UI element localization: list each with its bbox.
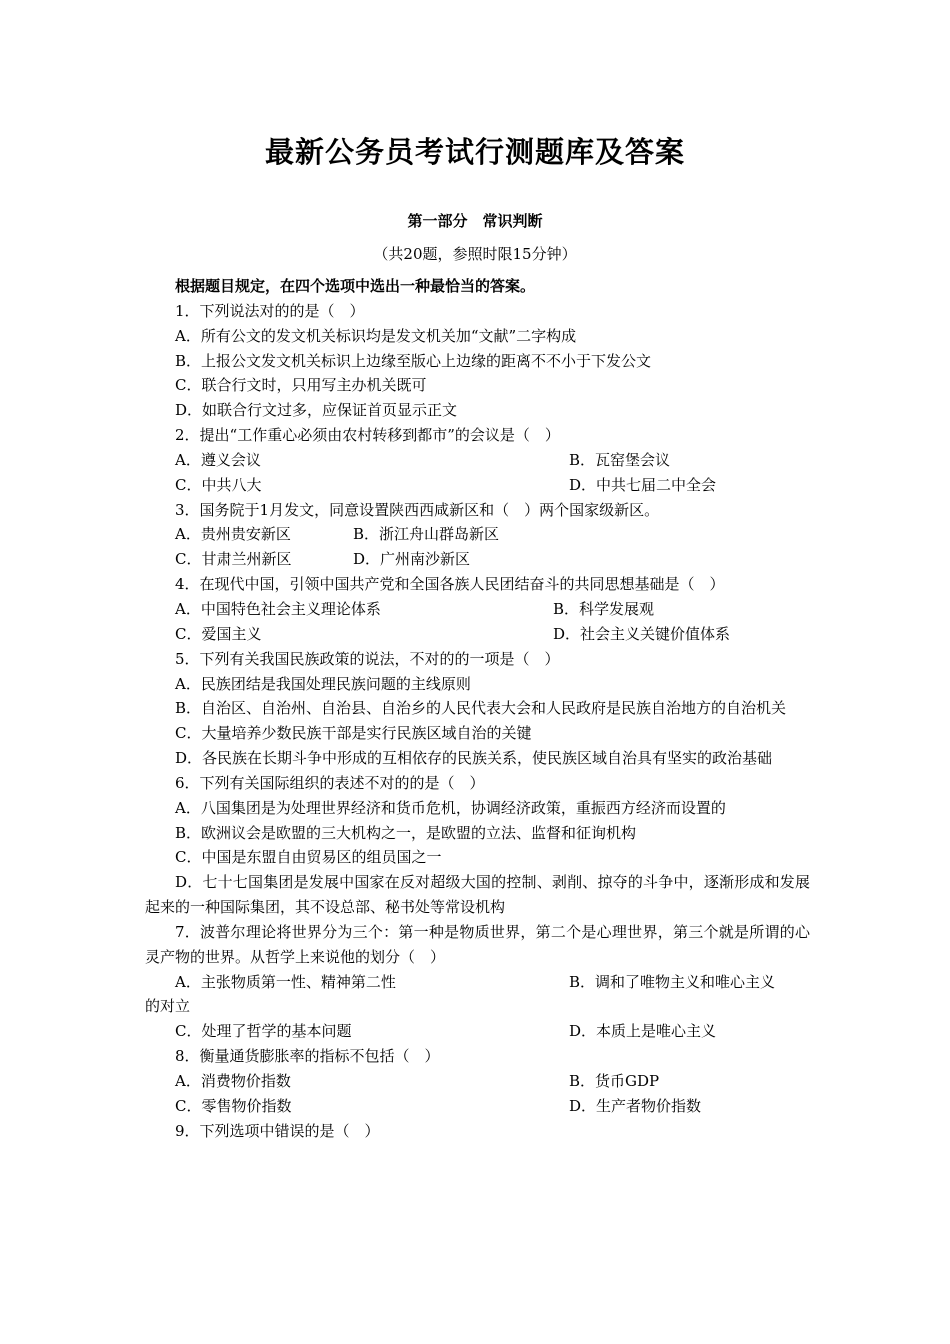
question-1-option-c: C．联合行文时，只用写主办机关既可 <box>175 376 427 395</box>
document-title: 最新公务员考试行测题库及答案 <box>264 135 685 169</box>
question-6-option-c: C．中国是东盟自由贸易区的组员国之一 <box>175 848 442 867</box>
question-7-options-row-1 <box>145 970 810 995</box>
question-4-option-b: B．科学发展观 <box>553 599 655 618</box>
question-2-option-d: D．中共七届二中全会 <box>569 475 717 494</box>
question-8-option-a: A．消费物价指数 <box>175 1072 291 1090</box>
question-7-option-d: D．本质上是唯心主义 <box>569 1022 717 1041</box>
question-3-options-row-2 <box>145 547 810 572</box>
question-7-option-b-continued-row <box>145 994 810 1019</box>
question-7-option-a: A．主张物质第一性、精神第二性 <box>175 972 396 991</box>
question-list <box>145 274 810 1144</box>
question-9-stem: 9．下列选项中错误的是（ ） <box>175 1121 380 1140</box>
question-4-option-c: C．爱国主义 <box>175 624 262 643</box>
question-3-option-b: B．浙江舟山群岛新区 <box>353 525 500 544</box>
question-7-option-c: C．处理了哲学的基本问题 <box>175 1022 352 1041</box>
question-8-stem: 8．衡量通货膨胀率的指标不包括（ ） <box>175 1047 440 1066</box>
question-8-options-row-1 <box>145 1069 810 1094</box>
question-3-option-a: A．贵州贵安新区 <box>175 525 291 544</box>
question-8-option-d: D．生产者物价指数 <box>569 1096 702 1115</box>
question-5-option-a: A．民族团结是我国处理民族问题的主线原则 <box>175 674 471 693</box>
section-subtitle: （共20题，参照时限15分钟） <box>373 245 577 263</box>
question-3-stem: 3．国务院于1月发文，同意设置陕西西咸新区和（ ）两个国家级新区。 <box>175 500 660 519</box>
question-7-stem: 7．波普尔理论将世界分为三个：第一种是物质世界，第二个是心理世界，第三个就是所谓的心灵产物的世界。从哲学上来说他的划分（ ） <box>145 922 810 966</box>
question-1-stem: 1．下列说法对的的是（ ） <box>175 301 365 320</box>
question-1-option-d: D．如联合行文过多，应保证首页显示正文 <box>175 401 458 420</box>
question-6-stem: 6．下列有关国际组织的表述不对的的是（ ） <box>175 773 485 792</box>
question-6-option-a: A．八国集团是为处理世界经济和货币危机，协调经济政策，重振西方经济而设置的 <box>175 798 726 817</box>
question-7-options-row-2 <box>145 1019 810 1044</box>
question-4-option-d: D．社会主义关键价值体系 <box>553 624 731 643</box>
question-4-options-row-1 <box>145 597 810 622</box>
question-4-options-row-2 <box>145 622 810 647</box>
question-2-options-row-2 <box>145 473 810 498</box>
question-6-option-d: D．七十七国集团是发展中国家在反对超级大国的控制、剥削、掠夺的斗争中，逐渐形成和发展起来的一种国际集团，其不设总部、秘书处等常设机构 <box>145 873 810 917</box>
question-2-option-b: B．瓦窑堡会议 <box>569 450 671 469</box>
question-2-option-a: A．遵义会议 <box>175 450 261 469</box>
question-8-options-row-2 <box>145 1094 810 1119</box>
instruction-text: 根据题目规定，在四个选项中选出一种最恰当的答案。 <box>175 277 536 295</box>
question-1-option-a: A．所有公文的发文机关标识均是发文机关加“文献”二字构成 <box>175 326 577 345</box>
question-1-option-b: B．上报公文发文机关标识上边缘至版心上边缘的距离不不小于下发公文 <box>175 351 652 370</box>
question-3-options-row-1 <box>145 522 810 547</box>
question-3-option-d: D．广州南沙新区 <box>353 550 471 569</box>
question-8-option-b: B．货币GDP <box>569 1072 660 1090</box>
section-heading: 第一部分 常识判断 <box>407 212 543 230</box>
question-2-options-row-1 <box>145 448 810 473</box>
question-4-option-a: A．中国特色社会主义理论体系 <box>175 599 381 618</box>
question-8-option-c: C．零售物价指数 <box>175 1096 292 1115</box>
question-5-option-d: D．各民族在长期斗争中形成的互相依存的民族关系，使民族区域自治具有坚实的政治基础 <box>175 749 773 768</box>
question-5-option-b: B．自治区、自治州、自治县、自治乡的人民代表大会和人民政府是民族自治地方的自治机关 <box>175 699 787 718</box>
question-5-option-c: C．大量培养少数民族干部是实行民族区域自治的关键 <box>175 724 532 743</box>
question-7-option-b: B．调和了唯物主义和唯心主义 <box>569 972 776 991</box>
question-2-stem: 2．提出“工作重心必须由农村转移到都市”的会议是（ ） <box>175 426 560 445</box>
question-5-stem: 5．下列有关我国民族政策的说法，不对的的一项是（ ） <box>175 649 560 668</box>
question-6-option-b: B．欧洲议会是欧盟的三大机构之一，是欧盟的立法、监督和征询机构 <box>175 823 637 842</box>
question-2-option-c: C．中共八大 <box>175 475 262 494</box>
question-4-stem: 4．在现代中国，引领中国共产党和全国各族人民团结奋斗的共同思想基础是（ ） <box>175 575 725 594</box>
question-7-option-b-continued: 的对立 <box>145 997 191 1016</box>
question-3-option-c: C．甘肃兰州新区 <box>175 550 292 569</box>
